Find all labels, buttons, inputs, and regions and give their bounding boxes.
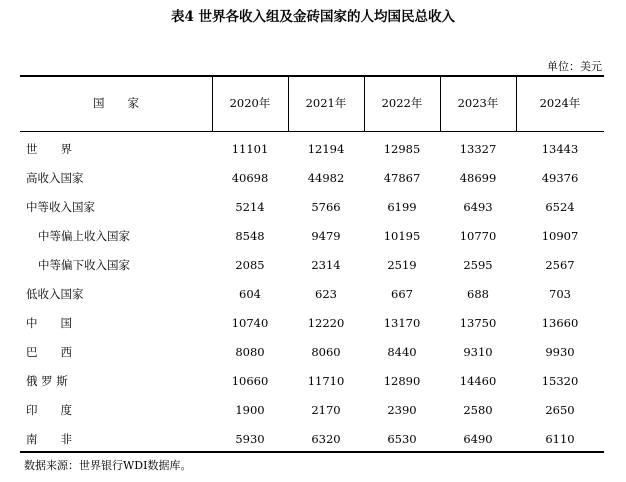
value-cell: 10740 — [231, 316, 269, 330]
value-cell: 2170 — [311, 403, 341, 417]
row-label: 巴 西 — [26, 345, 72, 359]
value-cell: 2595 — [463, 258, 493, 272]
value-cell: 12890 — [383, 374, 421, 388]
value-cell: 2519 — [387, 258, 417, 272]
row-label: 中等收入国家 — [26, 200, 95, 214]
value-cell: 2314 — [311, 258, 341, 272]
value-cell: 6320 — [311, 432, 341, 446]
header-country: 国 家 — [93, 96, 139, 110]
value-cell: 1900 — [235, 403, 265, 417]
value-cell: 9310 — [463, 345, 493, 359]
table-row — [20, 367, 604, 396]
row-label: 世 界 — [26, 142, 72, 156]
value-cell: 5214 — [235, 200, 265, 214]
value-cell: 2567 — [545, 258, 575, 272]
value-cell: 12220 — [307, 316, 345, 330]
value-cell: 13170 — [383, 316, 421, 330]
value-cell: 703 — [549, 287, 571, 301]
value-cell: 15320 — [541, 374, 579, 388]
value-cell: 623 — [315, 287, 337, 301]
value-cell: 13443 — [541, 142, 579, 156]
table-row — [20, 251, 604, 280]
header-year: 2022年 — [381, 96, 423, 110]
value-cell: 9479 — [311, 229, 341, 243]
value-cell: 6524 — [545, 200, 575, 214]
value-cell: 2580 — [463, 403, 493, 417]
value-cell: 667 — [391, 287, 413, 301]
value-cell: 6110 — [545, 432, 575, 446]
value-cell: 5930 — [235, 432, 265, 446]
value-cell: 8060 — [311, 345, 341, 359]
value-cell: 5766 — [311, 200, 341, 214]
value-cell: 10195 — [383, 229, 421, 243]
row-label: 中等偏上收入国家 — [38, 229, 130, 243]
table-title: 表4 世界各收入组及金砖国家的人均国民总收入 — [170, 9, 456, 25]
value-cell: 12194 — [307, 142, 345, 156]
value-cell: 6490 — [463, 432, 493, 446]
value-cell: 6530 — [387, 432, 417, 446]
data-source-note: 数据来源：世界银行WDI数据库。 — [24, 459, 192, 472]
value-cell: 604 — [239, 287, 261, 301]
value-cell: 688 — [467, 287, 489, 301]
value-cell: 8548 — [235, 229, 265, 243]
value-cell: 49376 — [541, 171, 579, 185]
table-row — [20, 164, 604, 193]
value-cell: 47867 — [383, 171, 421, 185]
value-cell: 9930 — [545, 345, 575, 359]
table-row — [20, 425, 604, 454]
value-cell: 6199 — [387, 200, 417, 214]
row-label: 南 非 — [26, 432, 72, 446]
value-cell: 44982 — [307, 171, 345, 185]
value-cell: 13327 — [459, 142, 497, 156]
table-header-rule — [20, 131, 604, 132]
table-row — [20, 309, 604, 338]
value-cell: 10770 — [459, 229, 497, 243]
row-label: 印 度 — [26, 403, 72, 417]
value-cell: 11101 — [231, 142, 269, 156]
row-label: 中 国 — [26, 316, 72, 330]
row-label: 高收入国家 — [26, 171, 84, 185]
header-year: 2021年 — [305, 96, 347, 110]
table-row — [20, 193, 604, 222]
value-cell: 6493 — [463, 200, 493, 214]
header-year: 2020年 — [229, 96, 271, 110]
value-cell: 13750 — [459, 316, 497, 330]
table-row — [20, 338, 604, 367]
value-cell: 11710 — [307, 374, 345, 388]
row-label: 中等偏下收入国家 — [38, 258, 130, 272]
value-cell: 10907 — [541, 229, 579, 243]
value-cell: 10660 — [231, 374, 269, 388]
unit-label: 单位：美元 — [547, 60, 602, 73]
table-row — [20, 280, 604, 309]
value-cell: 40698 — [231, 171, 269, 185]
value-cell: 2390 — [387, 403, 417, 417]
value-cell: 48699 — [459, 171, 497, 185]
row-label: 低收入国家 — [26, 287, 84, 301]
value-cell: 13660 — [541, 316, 579, 330]
table-row — [20, 222, 604, 251]
value-cell: 8080 — [235, 345, 265, 359]
value-cell: 14460 — [459, 374, 497, 388]
value-cell: 8440 — [387, 345, 417, 359]
header-year: 2023年 — [457, 96, 499, 110]
row-label: 俄 罗 斯 — [26, 374, 68, 388]
table-row — [20, 396, 604, 425]
value-cell: 2085 — [235, 258, 265, 272]
value-cell: 12985 — [383, 142, 421, 156]
table-row — [20, 135, 604, 164]
header-year: 2024年 — [539, 96, 581, 110]
value-cell: 2650 — [545, 403, 575, 417]
